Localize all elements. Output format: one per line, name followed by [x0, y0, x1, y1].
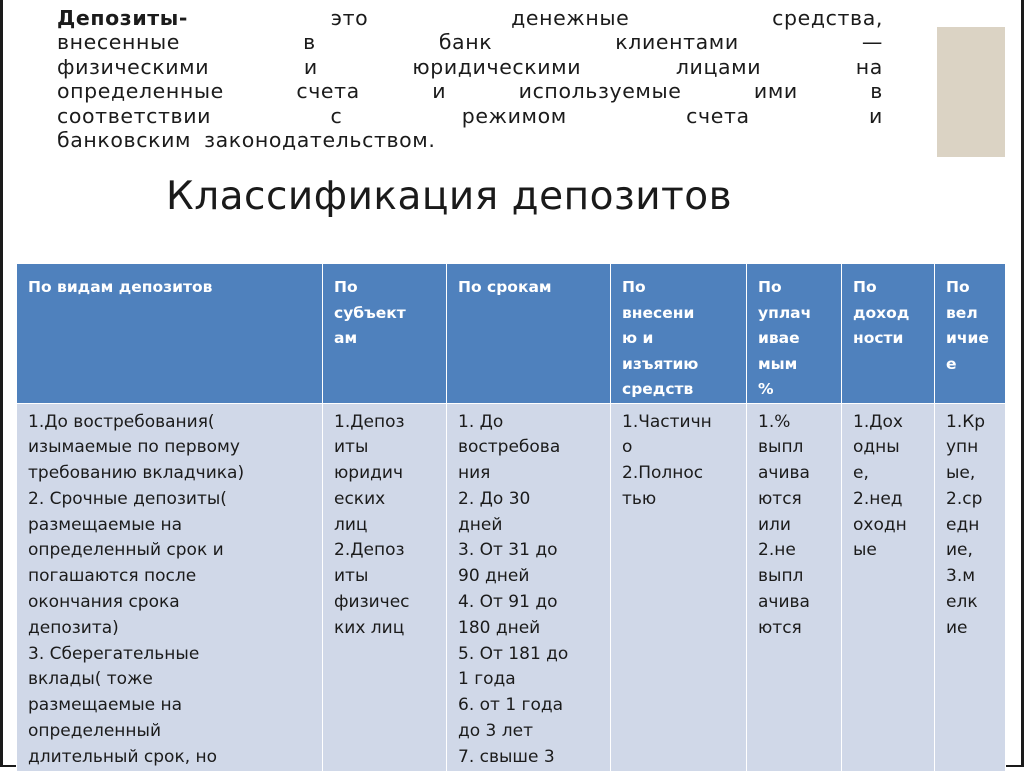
definition-word: и: [432, 79, 447, 104]
cell-deposit-withdrawal: 1.Частичн о 2.Полнос тью: [611, 403, 747, 771]
cell-subjects: 1.Депоз иты юридич еских лиц 2.Депоз иты физичес ких лиц: [323, 403, 447, 771]
definition-word: в: [870, 79, 883, 104]
definition-line: [57, 30, 883, 54]
definition-word: законодательством.: [204, 127, 436, 152]
definition-word: и: [303, 54, 318, 79]
definition-word: и: [869, 103, 883, 128]
definition-term: Депозиты-: [57, 6, 189, 30]
definition-word: на: [855, 54, 883, 79]
table-header-row: [17, 264, 1006, 404]
definition-line: [57, 55, 883, 79]
definition-word: юридическими: [412, 54, 582, 79]
definition-word: соответствии: [57, 103, 212, 128]
definition-paragraph: [57, 6, 883, 152]
definition-line: [57, 6, 883, 30]
definition-line: [57, 104, 883, 128]
table-row: [17, 403, 1006, 771]
definition-word: банковским: [57, 127, 192, 152]
slide-border-left: [0, 0, 3, 767]
definition-word: используемые: [518, 79, 682, 104]
definition-word: счета: [686, 103, 750, 128]
definition-word: банк: [438, 30, 493, 55]
header-by-interest-paid: По уплач ивае мым %: [747, 264, 842, 404]
definition-word: счета: [296, 79, 360, 104]
header-by-deposit-withdrawal: По внесени ю и изъятию средств: [611, 264, 747, 404]
definition-word: лицами: [675, 54, 762, 79]
definition-word: внесенные: [57, 30, 180, 55]
definition-word: в: [303, 30, 316, 55]
definition-word: средства,: [772, 6, 883, 30]
header-by-yield: По доход ности: [842, 264, 935, 404]
header-by-term: По срокам: [447, 264, 611, 404]
header-by-type: По видам депозитов: [17, 264, 323, 404]
cell-interest-paid: 1.% выпл ачива ются или 2.не выпл ачива ются: [747, 403, 842, 771]
definition-word: —: [861, 30, 883, 55]
definition-line: [57, 79, 883, 103]
definition-word: физическими: [57, 54, 210, 79]
definition-word: денежные: [511, 6, 630, 30]
header-by-size: По вел ичие е: [935, 264, 1006, 404]
classification-table: [16, 263, 1006, 772]
definition-line: [57, 128, 883, 152]
definition-word: с: [330, 103, 343, 128]
decorative-rectangle: [937, 27, 1005, 157]
definition-word: ими: [753, 79, 798, 104]
cell-yield: 1.Дох одны е, 2.нед оходн ые: [842, 403, 935, 771]
definition-word: клиентами: [615, 30, 739, 55]
slide-title: Классификация депозитов: [166, 174, 733, 219]
definition-word: это: [330, 6, 369, 30]
cell-size: 1.Кр упн ые, 2.ср едн ие, 3.м елк ие: [935, 403, 1006, 771]
definition-word: режимом: [461, 103, 567, 128]
definition-word: определенные: [57, 79, 224, 104]
header-by-subject: По субъект ам: [323, 264, 447, 404]
cell-types: 1.До востребования( изымаемые по первому требованию вкладчика) 2. Срочные депозиты( размещаемые на определенный срок и погашаются после окончания срока депозита) 3. Сберегательные вклады( тоже размещаемые на определенный длительный срок, но: [17, 403, 323, 771]
cell-terms: 1. До востребова ния 2. До 30 дней 3. От 31 до 90 дней 4. От 91 до 180 дней 5. От 181 до 1 года 6. от 1 года до 3 лет 7. свыше 3: [447, 403, 611, 771]
